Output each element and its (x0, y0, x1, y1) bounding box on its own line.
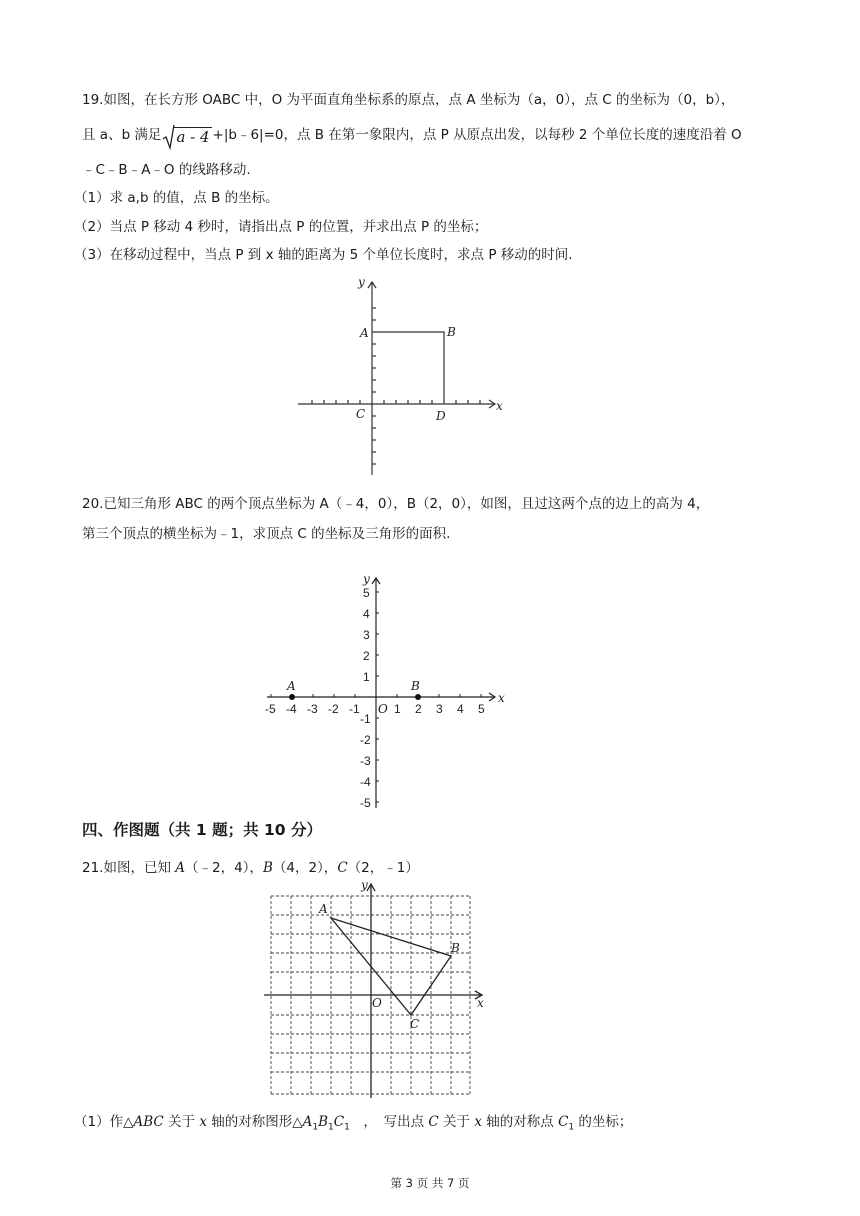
text: 关于 (163, 1114, 200, 1130)
label-x: x (477, 996, 484, 1010)
x-tick-label: -1 (349, 702, 360, 716)
text: 轴的对称点 (481, 1114, 559, 1130)
label-x: x (496, 399, 503, 413)
sqrt-content: a - 4 (176, 128, 210, 146)
x-tick-label: 4 (457, 702, 464, 716)
point-B (415, 694, 421, 700)
x-tick-label: 1 (394, 702, 401, 716)
q19-figure (290, 270, 510, 480)
y-tick-label: 2 (363, 649, 370, 663)
text: 轴的对称图形△ (206, 1114, 303, 1130)
q20-figure (255, 570, 515, 815)
x-tick-label: -3 (307, 702, 318, 716)
label-B: B (411, 679, 420, 693)
q19-line1: 19.如图，在长方形 OABC 中，O 为平面直角坐标系的原点，点 A 坐标为（a，0），点 C 的坐标为（0，b）， (82, 92, 735, 108)
y-tick-label: -3 (360, 754, 371, 768)
y-tick-label: -1 (360, 712, 371, 726)
subscript: 1 (568, 1122, 575, 1133)
q20-line1: 20.已知三角形 ABC 的两个顶点坐标为 A（﹣4，0），B（2，0），如图，且过这两个点的边上的高为 4， (82, 496, 710, 512)
subscript: 1 (328, 1122, 334, 1133)
var-x: x (199, 1114, 207, 1130)
label-O: O (378, 702, 388, 716)
coord-C: （2，﹣1） (347, 860, 419, 876)
subscript: 1 (312, 1122, 319, 1133)
y-tick-label: 3 (363, 628, 370, 642)
q21-sub1 (74, 1110, 632, 1133)
coord-A: （﹣2，4）， (185, 860, 263, 876)
y-tick-label: 4 (363, 607, 370, 621)
page-footer: 第 3 页 共 7 页 (390, 1176, 470, 1190)
text: （1）作△ (74, 1114, 134, 1130)
label-C: C (410, 1017, 420, 1031)
q19-sub1: （1）求 a,b 的值，点 B 的坐标。 (74, 190, 279, 206)
var-C: C (428, 1114, 439, 1130)
label-B: B (447, 325, 456, 339)
x-tick-label: -5 (265, 702, 276, 716)
q21-line1 (82, 856, 419, 876)
subscript: 1 (344, 1122, 350, 1133)
text: ， 写出点 (349, 1114, 429, 1130)
rectangle-edge (372, 332, 444, 404)
label-y: y (358, 275, 365, 289)
label-x: x (498, 691, 505, 705)
q19-line3: ﹣C﹣B﹣A﹣O 的线路移动. (82, 162, 251, 178)
coord-B: （4，2）， (272, 860, 338, 876)
label-D: D (436, 409, 446, 423)
var-B1: B (318, 1114, 329, 1130)
var-C1: C (333, 1114, 345, 1130)
label-B: B (451, 941, 460, 955)
q19-line2 (82, 123, 742, 146)
y-tick-label: 5 (363, 586, 370, 600)
x-tick-label: 5 (478, 702, 485, 716)
label-y: y (363, 572, 370, 586)
label-O: O (372, 996, 382, 1010)
var-ABC: ABC (133, 1114, 164, 1130)
point-A (289, 694, 295, 700)
var-B: B (262, 860, 273, 876)
x-tick-label: 2 (415, 702, 422, 716)
y-tick-label: -2 (360, 733, 371, 747)
text: 关于 (438, 1114, 475, 1130)
q21-intro: 21.如图，已知 (82, 860, 176, 876)
q21-figure (262, 878, 492, 1100)
label-C: C (356, 407, 366, 421)
label-y: y (361, 878, 368, 892)
x-tick-label: 3 (436, 702, 443, 716)
section-heading: 四、作图题（共 1 题；共 10 分） (82, 821, 322, 839)
label-A: A (319, 902, 328, 916)
label-A: A (287, 679, 296, 693)
var-x: x (474, 1114, 482, 1130)
q19-line2-post: +|b﹣6|=0，点 B 在第一象限内，点 P 从原点出发，以每秒 2 个单位长度的速度沿着 O (212, 127, 742, 143)
var-A: A (175, 860, 186, 876)
y-tick-label: -5 (360, 796, 371, 810)
label-A: A (360, 326, 369, 340)
text: 的坐标； (574, 1114, 633, 1130)
var-C1: C (558, 1114, 569, 1130)
x-tick-label: -2 (328, 702, 339, 716)
q19-line2-pre: 且 a、b 满足 (82, 127, 162, 143)
y-tick-label: 1 (363, 670, 370, 684)
q19-sub3: （3）在移动过程中，当点 P 到 x 轴的距离为 5 个单位长度时，求点 P 移动的时间. (74, 247, 573, 263)
y-tick-label: -4 (360, 775, 371, 789)
var-A1: A (302, 1114, 313, 1130)
q19-sub2: （2）当点 P 移动 4 秒时，请指出点 P 的位置，并求出点 P 的坐标； (74, 219, 488, 235)
x-tick-label: -4 (286, 702, 297, 716)
q20-line2: 第三个顶点的横坐标为﹣1，求顶点 C 的坐标及三角形的面积. (82, 526, 451, 542)
sqrt-expression (162, 128, 211, 146)
var-C: C (337, 860, 348, 876)
